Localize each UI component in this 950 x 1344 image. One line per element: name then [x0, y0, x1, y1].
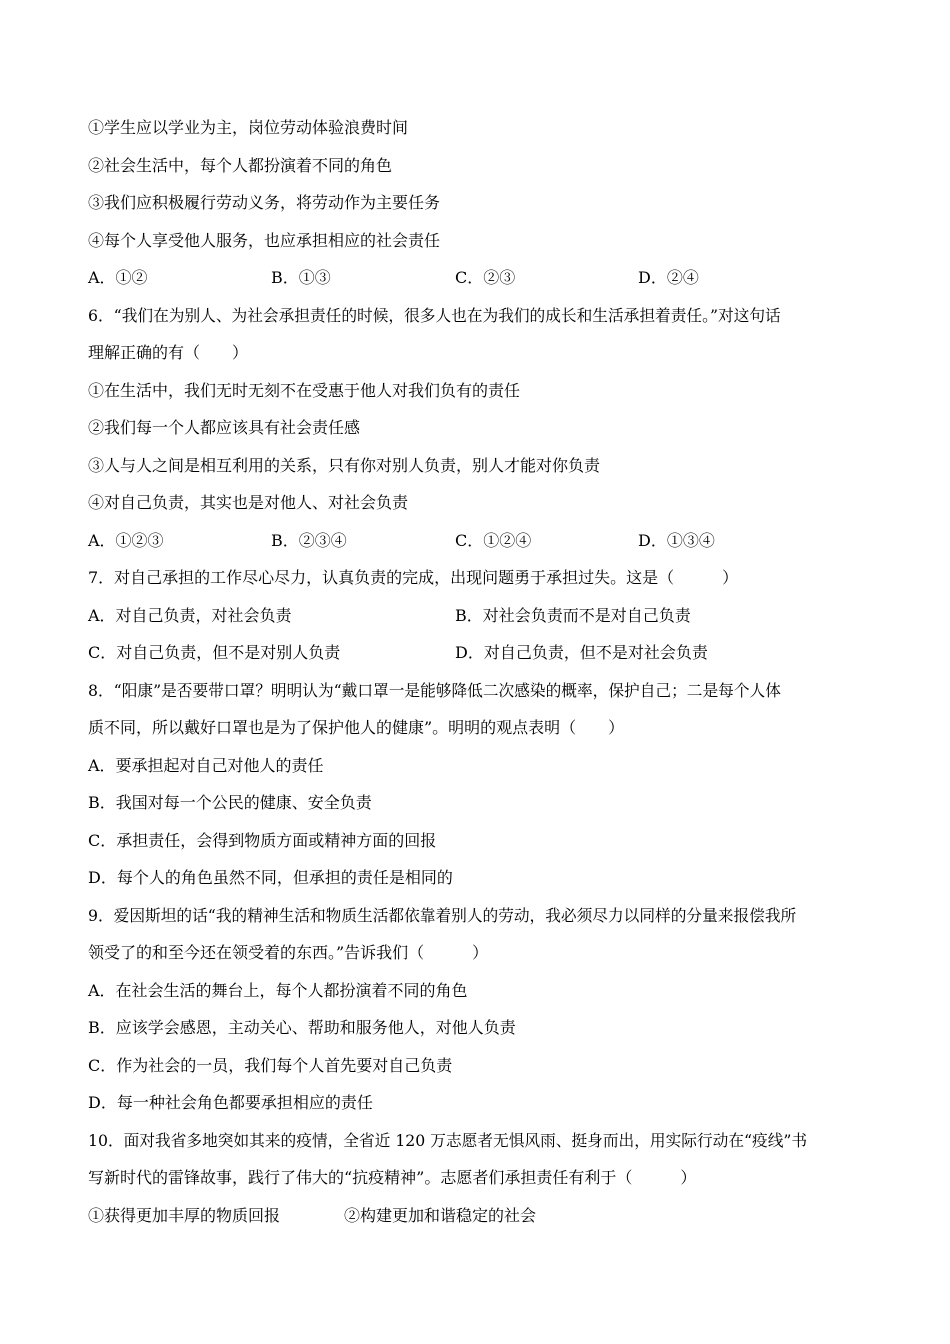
q7-option-a: A．对自己负责，对社会负责	[88, 606, 292, 625]
q9-stem-line-2: 领受了的和至今还在领受着的东西。”告诉我们（ ）	[88, 943, 489, 962]
q5-option-a: A．①②	[88, 268, 148, 287]
q10-statement-2: ②构建更加和谐稳定的社会	[344, 1206, 537, 1225]
q6-option-c: C．①②④	[455, 531, 532, 550]
q7-option-c: C．对自己负责，但不是对别人负责	[88, 643, 341, 662]
q9-stem-line-1: 9．爱因斯坦的话“我的精神生活和物质生活都依靠着别人的劳动，我必须尽力以同样的分量来报偿我所	[88, 906, 797, 925]
q8-option-c: C．承担责任，会得到物质方面或精神方面的回报	[88, 831, 437, 850]
q9-option-a: A．在社会生活的舞台上，每个人都扮演着不同的角色	[88, 981, 468, 1000]
q6-option-a: A．①②③	[88, 531, 164, 550]
q6-option-b: B．②③④	[271, 531, 347, 550]
q5-option-b: B．①③	[271, 268, 331, 287]
q6-option-d: D．①③④	[638, 531, 715, 550]
q5-statement-2: ②社会生活中，每个人都扮演着不同的角色	[88, 156, 393, 175]
q7-stem: 7．对自己承担的工作尽心尽力，认真负责的完成，出现问题勇于承担过失。这是（ ）	[88, 568, 739, 587]
q6-stem-line-2: 理解正确的有（ ）	[88, 343, 249, 362]
q9-option-b: B．应该学会感恩，主动关心、帮助和服务他人，对他人负责	[88, 1018, 516, 1037]
q6-statement-2: ②我们每一个人都应该具有社会责任感	[88, 418, 361, 437]
q8-option-b: B．我国对每一个公民的健康、安全负责	[88, 793, 372, 812]
q7-option-d: D．对自己负责，但不是对社会负责	[455, 643, 708, 662]
q6-statement-3: ③人与人之间是相互利用的关系，只有你对别人负责，别人才能对你负责	[88, 456, 601, 475]
q8-stem-line-1: 8．“阳康”是否要带口罩？明明认为“戴口罩一是能够降低二次感染的概率，保护自己；二是每个人体	[88, 681, 781, 700]
q8-option-a: A．要承担起对自己对他人的责任	[88, 756, 324, 775]
q9-option-c: C．作为社会的一员，我们每个人首先要对自己负责	[88, 1056, 453, 1075]
q6-statement-4: ④对自己负责，其实也是对他人、对社会负责	[88, 493, 409, 512]
q6-stem-line-1: 6．“我们在为别人、为社会承担责任的时候，很多人也在为我们的成长和生活承担着责任。”对这句话	[88, 306, 781, 325]
q5-statement-4: ④每个人享受他人服务，也应承担相应的社会责任	[88, 231, 441, 250]
q10-stem-line-2: 写新时代的雷锋故事，践行了伟大的“抗疫精神”。志愿者们承担责任有利于（ ）	[88, 1168, 697, 1187]
q5-option-c: C．②③	[455, 268, 516, 287]
q8-stem-line-2: 质不同，所以戴好口罩也是为了保护他人的健康”。明明的观点表明（ ）	[88, 718, 625, 737]
q10-statement-1: ①获得更加丰厚的物质回报	[88, 1206, 281, 1225]
q10-stem-line-1: 10．面对我省多地突如其来的疫情，全省近 120 万志愿者无惧风雨、挺身而出，用实际行动在“疫线”书	[88, 1131, 808, 1150]
q6-statement-1: ①在生活中，我们无时无刻不在受惠于他人对我们负有的责任	[88, 381, 521, 400]
q5-statement-1: ①学生应以学业为主，岗位劳动体验浪费时间	[88, 118, 409, 137]
q5-option-d: D．②④	[638, 268, 699, 287]
q7-option-b: B．对社会负责而不是对自己负责	[455, 606, 691, 625]
q9-option-d: D．每一种社会角色都要承担相应的责任	[88, 1093, 373, 1112]
q8-option-d: D．每个人的角色虽然不同，但承担的责任是相同的	[88, 868, 453, 887]
q5-statement-3: ③我们应积极履行劳动义务，将劳动作为主要任务	[88, 193, 441, 212]
